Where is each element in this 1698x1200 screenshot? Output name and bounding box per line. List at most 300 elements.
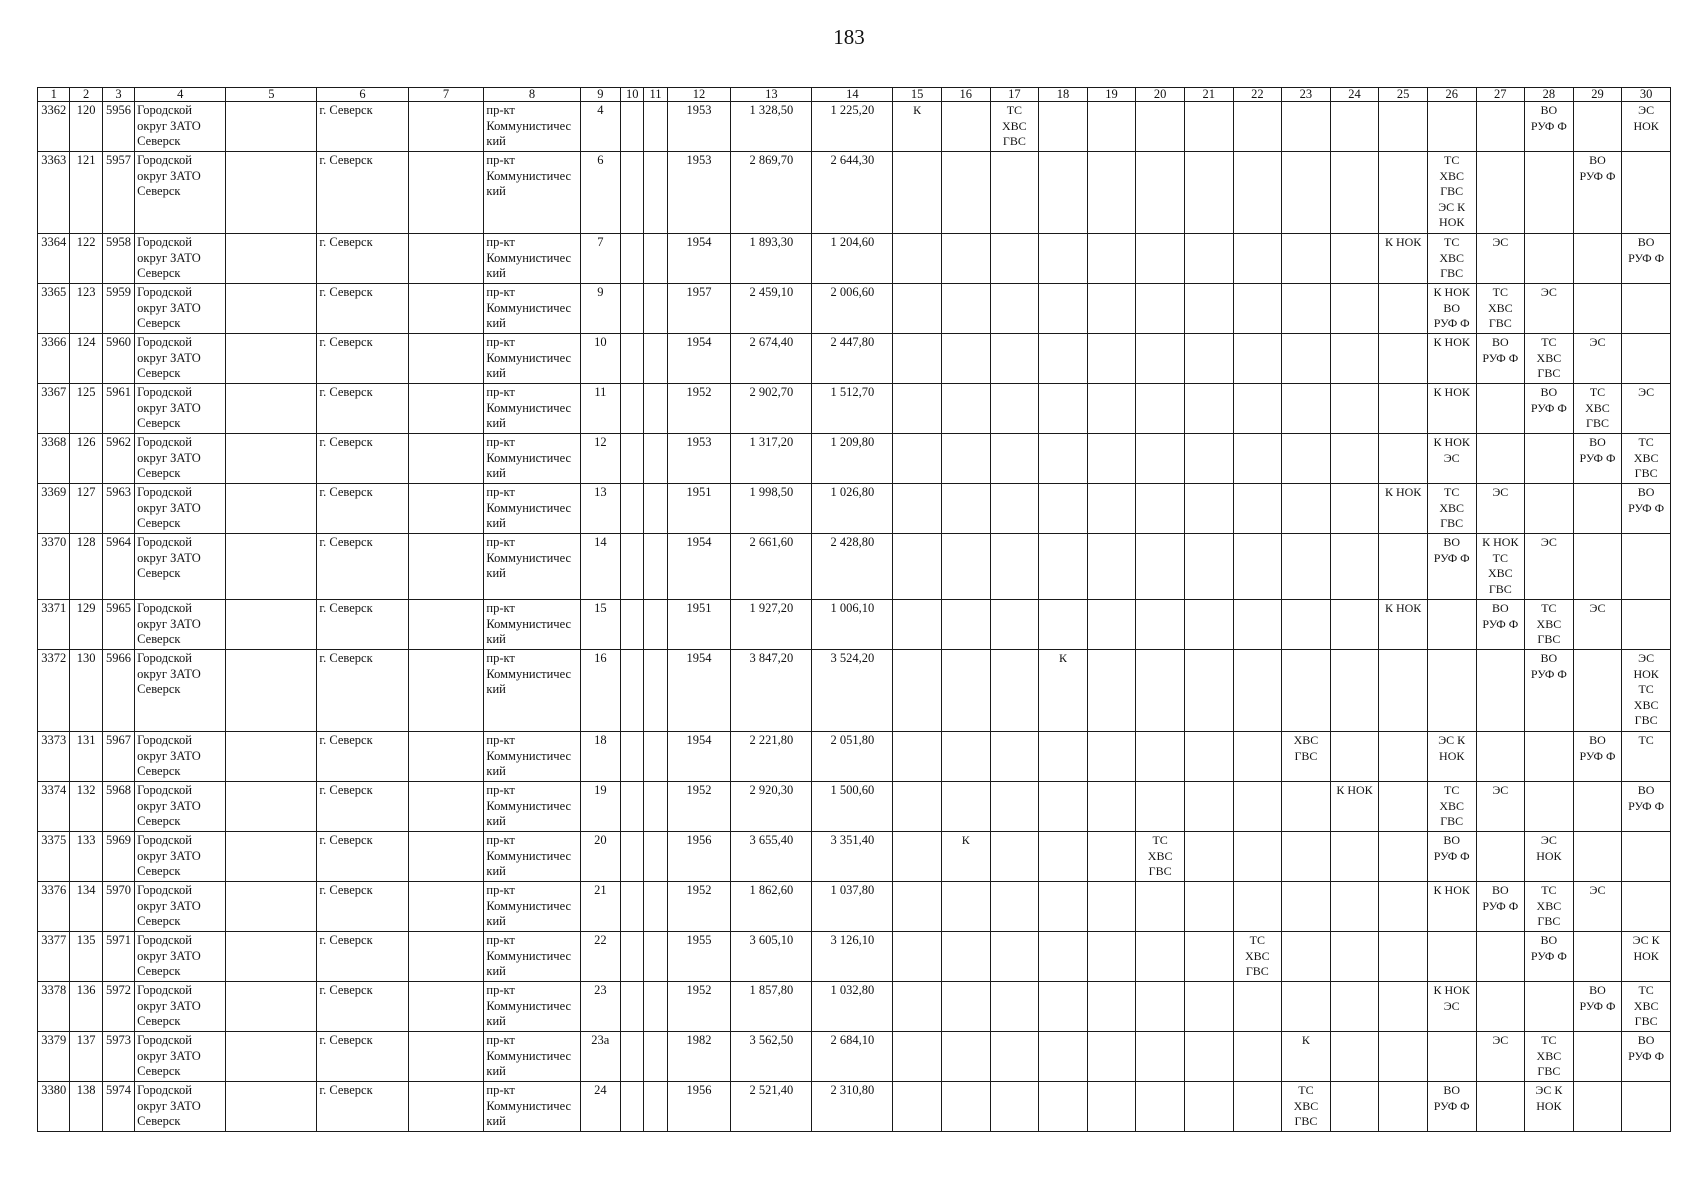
table-row [38, 102, 1671, 152]
row-number-cell: 3374 [38, 782, 70, 832]
empty-cell [1282, 534, 1331, 600]
work-code-cell-col-25: К НОК [1379, 484, 1428, 534]
empty-cell [1525, 234, 1574, 284]
empty-cell [408, 1082, 484, 1132]
table-row [38, 534, 1671, 600]
street-cell: пр-кт Коммунистичес кий [484, 152, 580, 234]
owner-cell: Городской округ ЗАТО Северск [135, 782, 226, 832]
empty-cell [1087, 334, 1136, 384]
living-area-cell: 1 037,80 [812, 882, 893, 932]
empty-cell [1282, 102, 1331, 152]
empty-cell [1233, 384, 1282, 434]
empty-cell [644, 384, 667, 434]
work-code-cell-col-16: К [941, 832, 990, 882]
empty-cell [621, 384, 644, 434]
empty-cell [621, 782, 644, 832]
empty-cell [644, 600, 667, 650]
work-code-cell-col-28: ВО РУФ Ф [1525, 932, 1574, 982]
total-area-cell: 2 521,40 [731, 1082, 812, 1132]
empty-cell [1525, 982, 1574, 1032]
build-year-cell: 1957 [667, 284, 731, 334]
object-id-cell: 5963 [102, 484, 134, 534]
empty-cell [1379, 932, 1428, 982]
row-number-cell: 3363 [38, 152, 70, 234]
column-number-9: 9 [580, 88, 620, 102]
work-code-cell-col-27: ВО РУФ Ф [1476, 334, 1525, 384]
object-id-cell: 5964 [102, 534, 134, 600]
house-number-cell: 15 [580, 600, 620, 650]
empty-cell [226, 732, 317, 782]
house-number-cell: 16 [580, 650, 620, 732]
empty-cell [1233, 284, 1282, 334]
work-code-cell-col-28: ЭС НОК [1525, 832, 1574, 882]
item-number-cell: 136 [70, 982, 102, 1032]
table-row [38, 484, 1671, 534]
total-area-cell: 3 655,40 [731, 832, 812, 882]
column-number-28: 28 [1525, 88, 1574, 102]
living-area-cell: 2 310,80 [812, 1082, 893, 1132]
column-number-25: 25 [1379, 88, 1428, 102]
empty-cell [408, 484, 484, 534]
empty-cell [1087, 534, 1136, 600]
empty-cell [1087, 1082, 1136, 1132]
empty-cell [1233, 334, 1282, 384]
empty-cell [644, 334, 667, 384]
empty-cell [226, 334, 317, 384]
work-code-cell-col-29: ЭС [1573, 600, 1622, 650]
work-code-cell-col-28: ВО РУФ Ф [1525, 650, 1574, 732]
total-area-cell: 3 562,50 [731, 1032, 812, 1082]
build-year-cell: 1954 [667, 234, 731, 284]
total-area-cell: 1 857,80 [731, 982, 812, 1032]
empty-cell [990, 650, 1039, 732]
work-code-cell-col-27: ВО РУФ Ф [1476, 882, 1525, 932]
empty-cell [1233, 484, 1282, 534]
empty-cell [941, 600, 990, 650]
work-code-cell-col-29: ВО РУФ Ф [1573, 152, 1622, 234]
empty-cell [1330, 932, 1379, 982]
street-cell: пр-кт Коммунистичес кий [484, 434, 580, 484]
work-code-cell-col-28: ВО РУФ Ф [1525, 102, 1574, 152]
empty-cell [1476, 102, 1525, 152]
living-area-cell: 2 428,80 [812, 534, 893, 600]
object-id-cell: 5968 [102, 782, 134, 832]
empty-cell [1039, 284, 1088, 334]
empty-cell [1573, 102, 1622, 152]
living-area-cell: 1 500,60 [812, 782, 893, 832]
work-code-cell-col-27: ЭС [1476, 1032, 1525, 1082]
work-code-cell-col-26: К НОК [1427, 384, 1476, 434]
work-code-cell-col-25: К НОК [1379, 234, 1428, 284]
empty-cell [1379, 534, 1428, 600]
row-number-cell: 3371 [38, 600, 70, 650]
object-id-cell: 5967 [102, 732, 134, 782]
empty-cell [1087, 234, 1136, 284]
empty-cell [1282, 782, 1331, 832]
work-code-cell-col-26: ВО РУФ Ф [1427, 1082, 1476, 1132]
empty-cell [990, 152, 1039, 234]
work-code-cell-col-28: ТС ХВС ГВС [1525, 1032, 1574, 1082]
work-code-cell-col-26: ВО РУФ Ф [1427, 534, 1476, 600]
empty-cell [1282, 650, 1331, 732]
object-id-cell: 5958 [102, 234, 134, 284]
empty-cell [408, 334, 484, 384]
table-row [38, 1082, 1671, 1132]
empty-cell [1379, 732, 1428, 782]
total-area-cell: 2 674,40 [731, 334, 812, 384]
work-code-cell-col-28: ВО РУФ Ф [1525, 384, 1574, 434]
street-cell: пр-кт Коммунистичес кий [484, 782, 580, 832]
empty-cell [621, 600, 644, 650]
empty-cell [1282, 882, 1331, 932]
work-code-cell-col-23: ХВС ГВС [1282, 732, 1331, 782]
build-year-cell: 1951 [667, 484, 731, 534]
work-code-cell-col-30: ВО РУФ Ф [1622, 782, 1671, 832]
item-number-cell: 121 [70, 152, 102, 234]
empty-cell [1039, 732, 1088, 782]
empty-cell [1233, 832, 1282, 882]
empty-cell [1622, 534, 1671, 600]
empty-cell [621, 484, 644, 534]
empty-cell [1379, 284, 1428, 334]
empty-cell [1136, 384, 1185, 434]
empty-cell [1184, 932, 1233, 982]
empty-cell [990, 484, 1039, 534]
house-number-cell: 23 [580, 982, 620, 1032]
build-year-cell: 1953 [667, 152, 731, 234]
item-number-cell: 132 [70, 782, 102, 832]
empty-cell [1330, 434, 1379, 484]
object-id-cell: 5971 [102, 932, 134, 982]
empty-cell [1233, 650, 1282, 732]
empty-cell [893, 334, 942, 384]
column-number-7: 7 [408, 88, 484, 102]
empty-cell [1184, 434, 1233, 484]
empty-cell [621, 882, 644, 932]
object-id-cell: 5959 [102, 284, 134, 334]
empty-cell [621, 434, 644, 484]
empty-cell [990, 932, 1039, 982]
empty-cell [1525, 782, 1574, 832]
empty-cell [1039, 1082, 1088, 1132]
build-year-cell: 1952 [667, 882, 731, 932]
empty-cell [1379, 384, 1428, 434]
empty-cell [941, 334, 990, 384]
work-code-cell-col-29: ВО РУФ Ф [1573, 732, 1622, 782]
empty-cell [893, 982, 942, 1032]
total-area-cell: 1 998,50 [731, 484, 812, 534]
table-row [38, 932, 1671, 982]
empty-cell [1184, 600, 1233, 650]
row-number-cell: 3368 [38, 434, 70, 484]
empty-cell [226, 534, 317, 600]
street-cell: пр-кт Коммунистичес кий [484, 334, 580, 384]
work-code-cell-col-18: К [1039, 650, 1088, 732]
empty-cell [1476, 932, 1525, 982]
street-cell: пр-кт Коммунистичес кий [484, 832, 580, 882]
object-id-cell: 5970 [102, 882, 134, 932]
total-area-cell: 2 459,10 [731, 284, 812, 334]
empty-cell [226, 882, 317, 932]
work-code-cell-col-29: ТС ХВС ГВС [1573, 384, 1622, 434]
empty-cell [1233, 152, 1282, 234]
empty-cell [408, 882, 484, 932]
empty-cell [644, 284, 667, 334]
build-year-cell: 1954 [667, 334, 731, 384]
build-year-cell: 1982 [667, 1032, 731, 1082]
empty-cell [990, 1082, 1039, 1132]
owner-cell: Городской округ ЗАТО Северск [135, 384, 226, 434]
street-cell: пр-кт Коммунистичес кий [484, 534, 580, 600]
work-code-cell-col-26: ЭС К НОК [1427, 732, 1476, 782]
table-row [38, 732, 1671, 782]
work-code-cell-col-27: ЭС [1476, 234, 1525, 284]
empty-cell [1525, 152, 1574, 234]
street-cell: пр-кт Коммунистичес кий [484, 932, 580, 982]
table-row [38, 882, 1671, 932]
empty-cell [644, 1082, 667, 1132]
empty-cell [1233, 982, 1282, 1032]
empty-cell [1622, 832, 1671, 882]
empty-cell [1573, 932, 1622, 982]
empty-cell [1379, 334, 1428, 384]
object-id-cell: 5956 [102, 102, 134, 152]
house-number-cell: 9 [580, 284, 620, 334]
empty-cell [1233, 782, 1282, 832]
empty-cell [621, 284, 644, 334]
row-number-cell: 3375 [38, 832, 70, 882]
empty-cell [1476, 650, 1525, 732]
row-number-cell: 3369 [38, 484, 70, 534]
work-code-cell-col-30: ВО РУФ Ф [1622, 234, 1671, 284]
empty-cell [1184, 650, 1233, 732]
empty-cell [226, 234, 317, 284]
column-number-24: 24 [1330, 88, 1379, 102]
empty-cell [1282, 334, 1331, 384]
empty-cell [621, 152, 644, 234]
empty-cell [408, 152, 484, 234]
owner-cell: Городской округ ЗАТО Северск [135, 484, 226, 534]
empty-cell [1039, 434, 1088, 484]
empty-cell [644, 434, 667, 484]
column-number-14: 14 [812, 88, 893, 102]
owner-cell: Городской округ ЗАТО Северск [135, 102, 226, 152]
empty-cell [1136, 1082, 1185, 1132]
empty-cell [408, 434, 484, 484]
empty-cell [408, 982, 484, 1032]
empty-cell [1282, 484, 1331, 534]
empty-cell [1330, 1032, 1379, 1082]
empty-cell [1525, 434, 1574, 484]
empty-cell [941, 1032, 990, 1082]
work-code-cell-col-30: ЭС К НОК [1622, 932, 1671, 982]
living-area-cell: 3 524,20 [812, 650, 893, 732]
empty-cell [1427, 600, 1476, 650]
house-number-cell: 22 [580, 932, 620, 982]
street-cell: пр-кт Коммунистичес кий [484, 732, 580, 782]
empty-cell [893, 152, 942, 234]
owner-cell: Городской округ ЗАТО Северск [135, 334, 226, 384]
empty-cell [1233, 234, 1282, 284]
column-number-3: 3 [102, 88, 134, 102]
empty-cell [621, 732, 644, 782]
empty-cell [1282, 284, 1331, 334]
empty-cell [1184, 102, 1233, 152]
empty-cell [621, 932, 644, 982]
empty-cell [990, 384, 1039, 434]
empty-cell [1282, 832, 1331, 882]
empty-cell [1330, 982, 1379, 1032]
total-area-cell: 1 927,20 [731, 600, 812, 650]
empty-cell [1379, 782, 1428, 832]
table-row [38, 234, 1671, 284]
empty-cell [408, 234, 484, 284]
table-row [38, 152, 1671, 234]
item-number-cell: 138 [70, 1082, 102, 1132]
empty-cell [990, 782, 1039, 832]
empty-cell [893, 534, 942, 600]
living-area-cell: 3 126,10 [812, 932, 893, 982]
object-id-cell: 5969 [102, 832, 134, 882]
row-number-cell: 3379 [38, 1032, 70, 1082]
empty-cell [1184, 534, 1233, 600]
city-cell: г. Северск [317, 732, 408, 782]
column-number-27: 27 [1476, 88, 1525, 102]
empty-cell [644, 534, 667, 600]
living-area-cell: 1 032,80 [812, 982, 893, 1032]
city-cell: г. Северск [317, 1082, 408, 1132]
item-number-cell: 130 [70, 650, 102, 732]
work-code-cell-col-30: ВО РУФ Ф [1622, 484, 1671, 534]
empty-cell [1039, 882, 1088, 932]
empty-cell [1039, 932, 1088, 982]
item-number-cell: 125 [70, 384, 102, 434]
empty-cell [893, 832, 942, 882]
empty-cell [1087, 832, 1136, 882]
work-code-cell-col-26: К НОК ВО РУФ Ф [1427, 284, 1476, 334]
empty-cell [941, 982, 990, 1032]
empty-cell [226, 1082, 317, 1132]
registry-table [37, 87, 1671, 1132]
table-row [38, 600, 1671, 650]
empty-cell [226, 650, 317, 732]
empty-cell [621, 1082, 644, 1132]
item-number-cell: 127 [70, 484, 102, 534]
empty-cell [941, 932, 990, 982]
empty-cell [1039, 1032, 1088, 1082]
work-code-cell-col-27: ЭС [1476, 484, 1525, 534]
empty-cell [1573, 832, 1622, 882]
total-area-cell: 2 920,30 [731, 782, 812, 832]
empty-cell [408, 102, 484, 152]
living-area-cell: 2 447,80 [812, 334, 893, 384]
owner-cell: Городской округ ЗАТО Северск [135, 650, 226, 732]
empty-cell [990, 732, 1039, 782]
column-number-row [38, 88, 1671, 102]
empty-cell [1039, 102, 1088, 152]
work-code-cell-col-28: ТС ХВС ГВС [1525, 334, 1574, 384]
empty-cell [1184, 1032, 1233, 1082]
item-number-cell: 135 [70, 932, 102, 982]
empty-cell [621, 334, 644, 384]
empty-cell [1427, 932, 1476, 982]
street-cell: пр-кт Коммунистичес кий [484, 234, 580, 284]
empty-cell [1184, 782, 1233, 832]
living-area-cell: 2 684,10 [812, 1032, 893, 1082]
empty-cell [1330, 234, 1379, 284]
empty-cell [1330, 384, 1379, 434]
column-number-18: 18 [1039, 88, 1088, 102]
build-year-cell: 1951 [667, 600, 731, 650]
total-area-cell: 3 605,10 [731, 932, 812, 982]
house-number-cell: 19 [580, 782, 620, 832]
row-number-cell: 3378 [38, 982, 70, 1032]
city-cell: г. Северск [317, 932, 408, 982]
empty-cell [1476, 384, 1525, 434]
empty-cell [1136, 982, 1185, 1032]
city-cell: г. Северск [317, 284, 408, 334]
empty-cell [893, 932, 942, 982]
work-code-cell-col-27: ЭС [1476, 782, 1525, 832]
work-code-cell-col-28: ЭС К НОК [1525, 1082, 1574, 1132]
empty-cell [1087, 484, 1136, 534]
empty-cell [226, 484, 317, 534]
empty-cell [1427, 650, 1476, 732]
column-number-20: 20 [1136, 88, 1185, 102]
empty-cell [893, 782, 942, 832]
build-year-cell: 1952 [667, 982, 731, 1032]
column-number-21: 21 [1184, 88, 1233, 102]
empty-cell [1087, 384, 1136, 434]
empty-cell [621, 234, 644, 284]
empty-cell [644, 732, 667, 782]
table-row [38, 832, 1671, 882]
empty-cell [1379, 1082, 1428, 1132]
empty-cell [1184, 732, 1233, 782]
empty-cell [644, 234, 667, 284]
empty-cell [621, 102, 644, 152]
work-code-cell-col-28: ТС ХВС ГВС [1525, 600, 1574, 650]
empty-cell [893, 284, 942, 334]
empty-cell [1330, 882, 1379, 932]
empty-cell [1087, 152, 1136, 234]
house-number-cell: 6 [580, 152, 620, 234]
empty-cell [408, 384, 484, 434]
empty-cell [1476, 982, 1525, 1032]
empty-cell [1379, 102, 1428, 152]
empty-cell [1136, 484, 1185, 534]
work-code-cell-col-26: К НОК [1427, 882, 1476, 932]
column-number-29: 29 [1573, 88, 1622, 102]
table-row [38, 1032, 1671, 1082]
living-area-cell: 1 026,80 [812, 484, 893, 534]
empty-cell [644, 982, 667, 1032]
empty-cell [1573, 650, 1622, 732]
owner-cell: Городской округ ЗАТО Северск [135, 152, 226, 234]
empty-cell [990, 534, 1039, 600]
street-cell: пр-кт Коммунистичес кий [484, 982, 580, 1032]
empty-cell [1525, 732, 1574, 782]
row-number-cell: 3380 [38, 1082, 70, 1132]
empty-cell [1282, 434, 1331, 484]
empty-cell [408, 600, 484, 650]
empty-cell [1184, 882, 1233, 932]
empty-cell [1087, 1032, 1136, 1082]
empty-cell [226, 600, 317, 650]
house-number-cell: 7 [580, 234, 620, 284]
empty-cell [1184, 384, 1233, 434]
empty-cell [941, 882, 990, 932]
